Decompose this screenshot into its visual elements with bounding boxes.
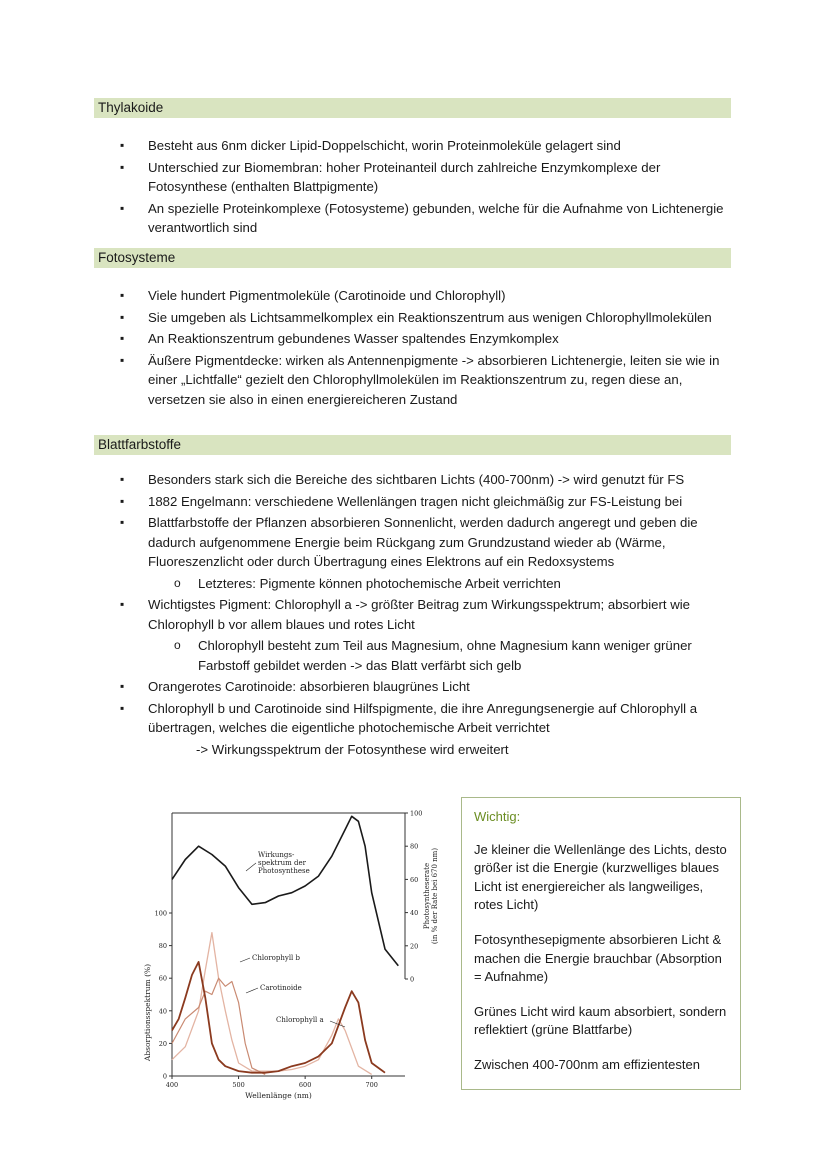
chlorophyll-b-leader bbox=[240, 958, 250, 962]
list-item: ▪ Unterschied zur Biomembran: hoher Proteinanteil durch zahlreiche Enzymkomplexe der Fotosynthese (enthalten Blattpigmente) bbox=[94, 158, 734, 197]
bullet-list-blattfarbstoffe bbox=[94, 470, 734, 759]
y-tick-label-right: 60 bbox=[410, 875, 419, 884]
absorption-spectrum-figure bbox=[140, 797, 440, 1110]
wirkungsspektrum-label: Wirkungs- bbox=[258, 851, 295, 859]
x-tick-label: 600 bbox=[298, 1081, 312, 1089]
list-item: ▪ Chlorophyll b und Carotinoide sind Hilfspigmente, die ihre Anregungsenergie auf Chlorophyll a übertragen, welches die eigentliche photochemische Arbeit verrichtet bbox=[94, 699, 734, 738]
bullet-list-fotosysteme bbox=[94, 286, 734, 409]
carotinoide-leader bbox=[246, 988, 258, 993]
list-item: ▪ An Reaktionszentrum gebundenes Wasser spaltendes Enzymkomplex bbox=[94, 329, 734, 349]
y-tick-label-left: 20 bbox=[158, 1039, 167, 1048]
y-tick-label-left: 100 bbox=[154, 909, 167, 918]
note-paragraph: Fotosynthesepigmente absorbieren Licht & machen die Energie brauchbar (Absorption = Aufnahme) bbox=[474, 931, 722, 985]
x-axis-label: Wellenlänge (nm) bbox=[245, 1091, 312, 1100]
list-item: ▪ Äußere Pigmentdecke: wirken als Antennenpigmente -> absorbieren Lichtenergie, leiten sie wie in einer „Lichtfalle“ gezielt den Chlorophyllmolekülen im Reaktionszentrum zu, regen diese an, versetzen sie also in einen energiereicheren Zustand bbox=[94, 351, 734, 410]
x-tick-label: 500 bbox=[232, 1081, 245, 1089]
y-axis-label-left: Absorptionsspektrum (%) bbox=[143, 963, 152, 1062]
list-item: ▪ 1882 Engelmann: verschiedene Wellenlängen tragen nicht gleichmäßig zur FS-Leistung bei bbox=[94, 492, 734, 512]
y-tick-label-left: 60 bbox=[158, 974, 167, 983]
chlorophyll-b-label: Chlorophyll b bbox=[252, 954, 301, 962]
wirkungsspektrum-label: Photosynthese bbox=[258, 867, 310, 875]
bullet-list-thylakoide bbox=[94, 136, 734, 238]
list-item: ▪ Viele hundert Pigmentmoleküle (Carotinoide und Chlorophyll) bbox=[94, 286, 734, 306]
wirkungsspektrum-leader bbox=[246, 863, 256, 871]
important-note-box bbox=[461, 797, 741, 1090]
y-tick-label-right: 40 bbox=[410, 909, 419, 918]
note-title: Wichtig: bbox=[474, 809, 521, 824]
list-item: ▪ Wichtigstes Pigment: Chlorophyll a -> größter Beitrag zum Wirkungsspektrum; absorbiert wie Chlorophyll b vor allem blaues und rotes Licht bbox=[94, 595, 734, 634]
section-heading-blattfarbstoffe: Blattfarbstoffe bbox=[94, 435, 731, 455]
list-item: ▪ Besteht aus 6nm dicker Lipid-Doppelschicht, worin Proteinmoleküle gelagert sind bbox=[94, 136, 734, 156]
sub-list-item: o Chlorophyll besteht zum Teil aus Magnesium, ohne Magnesium kann weniger grüner Farbstoff gebildet werden -> das Blatt verfärbt sich gelb bbox=[94, 636, 734, 675]
x-tick-label: 700 bbox=[365, 1081, 378, 1089]
section-heading-thylakoide: Thylakoide bbox=[94, 98, 731, 118]
sub-list-item: o Letzteres: Pigmente können photochemische Arbeit verrichten bbox=[94, 574, 734, 594]
y-tick-label-right: 100 bbox=[410, 809, 423, 818]
list-item: ▪ Orangerotes Carotinoide: absorbieren blaugrünes Licht bbox=[94, 677, 734, 697]
wirkungsspektrum-label: spektrum der bbox=[258, 859, 306, 867]
carotinoide-label: Carotinoide bbox=[260, 984, 302, 992]
y-tick-label-left: 40 bbox=[158, 1007, 167, 1016]
spectrum-chart bbox=[140, 797, 440, 1110]
section-heading-fotosysteme: Fotosysteme bbox=[94, 248, 731, 268]
list-item: ▪ Sie umgeben als Lichtsammelkomplex ein Reaktionszentrum aus wenigen Chlorophyllmolekülen bbox=[94, 308, 734, 328]
chlorophyll-a-label: Chlorophyll a bbox=[276, 1016, 324, 1024]
y-tick-label-left: 80 bbox=[158, 942, 167, 951]
list-item: ▪ An spezielle Proteinkomplexe (Fotosysteme) gebunden, welche für die Aufnahme von Lichtenergie verantwortlich sind bbox=[94, 199, 734, 238]
note-paragraph: Je kleiner die Wellenlänge des Lichts, desto größer ist die Energie (kurzwelliges blaues Licht ist energiereicher als langweiliges, rotes Licht) bbox=[474, 841, 727, 913]
y-tick-label-right: 0 bbox=[410, 975, 415, 984]
y-axis-label-right-sub: (in % der Rate bei 670 nm) bbox=[431, 847, 439, 945]
y-axis-label-right: Photosyntheserate bbox=[423, 862, 431, 930]
y-tick-label-right: 20 bbox=[410, 942, 419, 951]
list-item: ▪ Besonders stark sich die Bereiche des sichtbaren Lichts (400-700nm) -> wird genutzt für FS bbox=[94, 470, 734, 490]
list-item: ▪ Blattfarbstoffe der Pflanzen absorbieren Sonnenlicht, werden dadurch angeregt und geben die dadurch aufgenommene Energie beim Rückgang zum Grundzustand wieder ab (Wärme, Fluoreszenzlicht oder durch Übertragung eines Elektrons auf ein Redoxsystems bbox=[94, 513, 734, 572]
note-paragraph: Grünes Licht wird kaum absorbiert, sondern reflektiert (grüne Blattfarbe) bbox=[474, 1003, 727, 1038]
y-tick-label-left: 0 bbox=[162, 1072, 167, 1081]
y-tick-label-right: 80 bbox=[410, 842, 419, 851]
x-tick-label: 400 bbox=[165, 1081, 179, 1089]
wirkungsspektrum-line bbox=[172, 816, 398, 965]
note-paragraph: Zwischen 400-700nm am effizientesten bbox=[474, 1056, 700, 1072]
arrow-note-item: -> Wirkungsspektrum der Fotosynthese wird erweitert bbox=[196, 741, 509, 757]
